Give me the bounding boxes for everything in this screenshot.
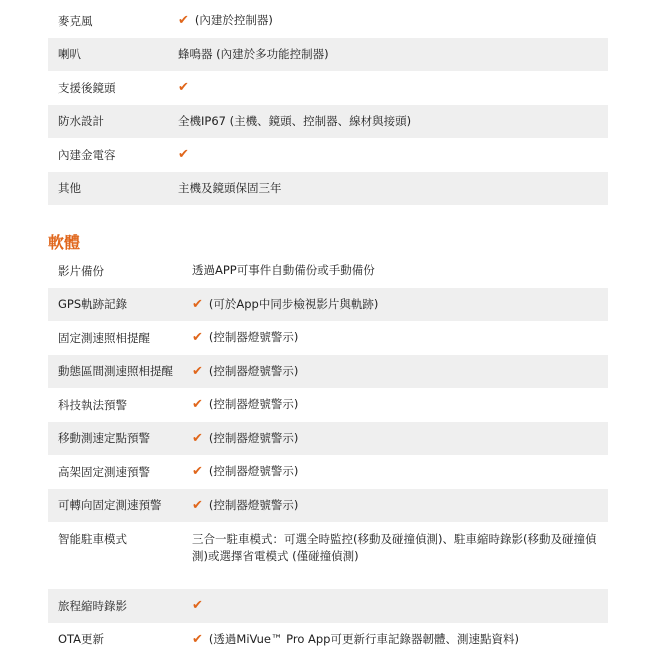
spec-value [178,113,608,130]
spec-row [48,4,608,38]
spec-row [48,105,608,139]
check-icon: ✔ [192,363,203,380]
spec-value [192,296,608,313]
spec-label: 固定測速照相提醒 [48,330,192,346]
spec-row [48,388,608,422]
spec-value-text: (控制器燈號警示) [209,363,298,380]
spec-label: 支援後鏡頭 [48,80,178,96]
spec-value [192,396,608,413]
spec-label: 動態區間測速照相提醒 [48,363,192,379]
spec-label: 防水設計 [48,113,178,129]
spec-value [192,329,608,346]
spec-value [178,180,608,197]
spec-label: 高架固定測速預警 [48,464,192,480]
spec-value [192,522,608,565]
check-icon: ✔ [178,146,189,163]
spec-row [48,254,608,288]
spec-value-text: 蜂鳴器 (內建於多功能控制器) [178,46,329,63]
spec-value-text: (透過MiVue™ Pro App可更新行車記錄器韌體、測速點資料) [209,631,519,648]
spec-value [178,79,608,96]
spec-value-text: (控制器燈號警示) [209,396,298,413]
spec-label: OTA更新 [48,631,192,647]
spec-value [192,262,608,279]
spec-value-text: (控制器燈號警示) [209,329,298,346]
spec-value [178,146,608,163]
software-section-title: 軟體 [48,230,80,253]
spec-value-text: (控制器燈號警示) [209,463,298,480]
spec-value-text: (內建於控制器) [195,12,273,29]
check-icon: ✔ [192,631,203,648]
spec-label: 其他 [48,180,178,196]
check-icon: ✔ [192,430,203,447]
software-spec-table [48,254,608,656]
spec-label: 旅程縮時錄影 [48,598,192,614]
spec-label: 科技執法預警 [48,397,192,413]
spec-label: 影片備份 [48,263,192,279]
spec-value-text: 三合一駐車模式：可選全時監控(移動及碰撞偵測)、駐車縮時錄影(移動及碰撞偵測)或選擇省電模式 (僅碰撞偵測) [192,531,608,565]
spec-label: 內建金電容 [48,147,178,163]
check-icon: ✔ [178,12,189,29]
spec-label: 喇叭 [48,46,178,62]
spec-value [178,46,608,63]
spec-value [192,430,608,447]
spec-value-text: (控制器燈號警示) [209,430,298,447]
spec-row [48,138,608,172]
check-icon: ✔ [192,497,203,514]
spec-value [192,463,608,480]
spec-row [48,288,608,322]
spec-label: 麥克風 [48,13,178,29]
spec-value-text: (可於App中同步檢視影片與軌跡) [209,296,378,313]
spec-row [48,623,608,656]
check-icon: ✔ [192,296,203,313]
spec-value-text: 透過APP可事件自動備份或手動備份 [192,262,375,279]
hardware-spec-table [48,4,608,205]
check-icon: ✔ [178,79,189,96]
check-icon: ✔ [192,329,203,346]
spec-row [48,522,608,589]
spec-value [192,631,608,648]
spec-row [48,38,608,72]
spec-row [48,355,608,389]
spec-row [48,455,608,489]
check-icon: ✔ [192,396,203,413]
spec-value-text: 主機及鏡頭保固三年 [178,180,282,197]
spec-row [48,422,608,456]
check-icon: ✔ [192,597,203,614]
spec-value [192,363,608,380]
spec-value-text: (控制器燈號警示) [209,497,298,514]
spec-label: 移動測速定點預警 [48,430,192,446]
spec-value [178,12,608,29]
spec-row [48,489,608,523]
check-icon: ✔ [192,463,203,480]
spec-label: 可轉向固定測速預警 [48,497,192,513]
spec-label: GPS軌跡記錄 [48,296,192,312]
spec-value-text: 全機IP67 (主機、鏡頭、控制器、線材與接頭) [178,113,411,130]
spec-value [192,597,608,614]
spec-row [48,321,608,355]
spec-row [48,71,608,105]
spec-label: 智能駐車模式 [48,522,192,547]
spec-row [48,172,608,206]
spec-value [192,497,608,514]
spec-row [48,589,608,623]
